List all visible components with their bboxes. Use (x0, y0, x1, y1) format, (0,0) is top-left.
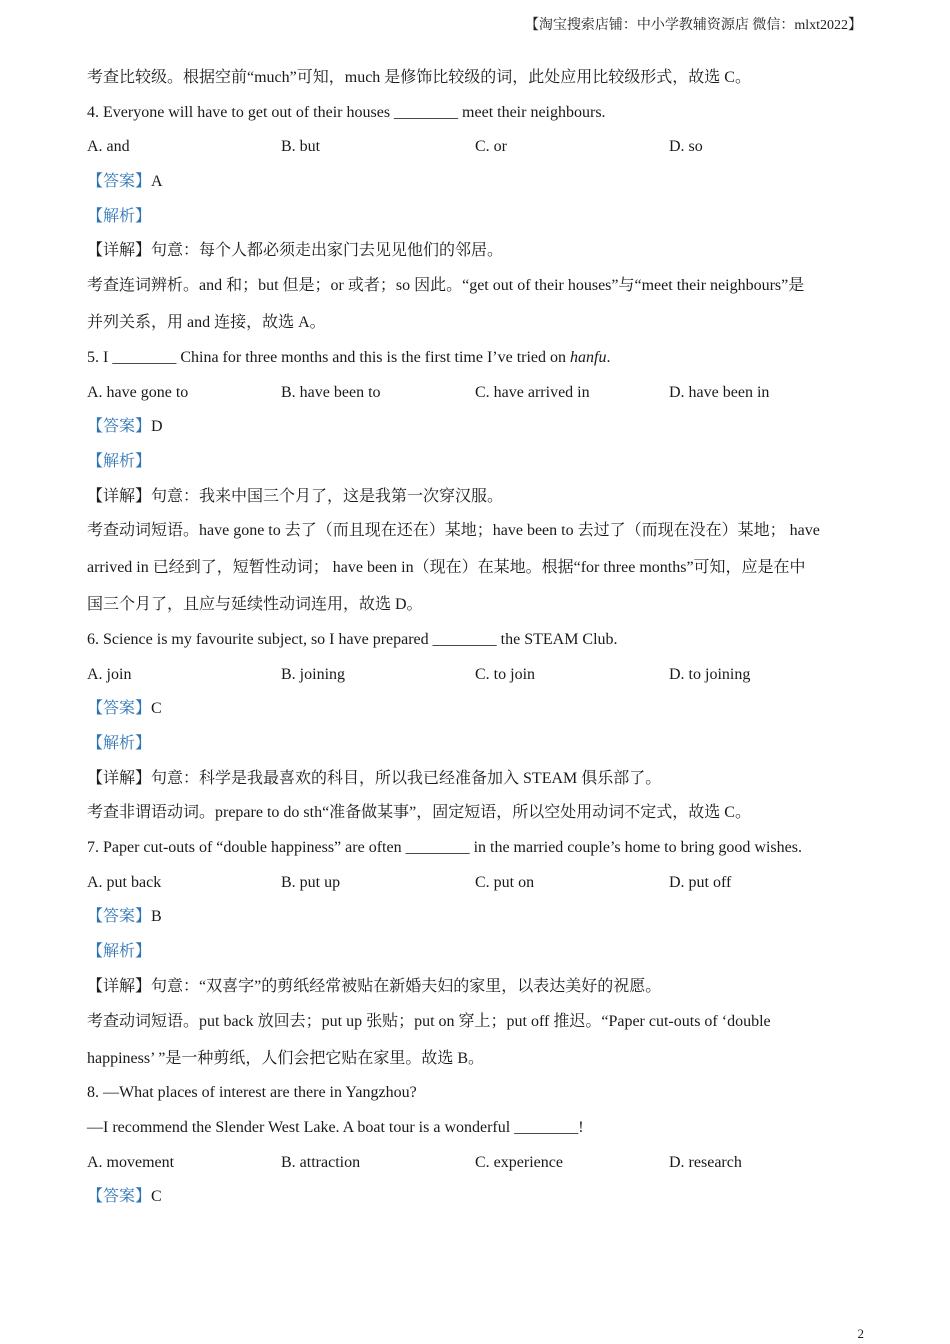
q8-stem-2: —I recommend the Slender West Lake. A boat tour is a wonderful ________! (87, 1118, 584, 1136)
q5-answer-value: D (151, 418, 163, 436)
q6-answer-value: C (151, 700, 162, 718)
q5-detail-text: 句意：我来中国三个月了，这是我第一次穿汉服。 (151, 487, 504, 505)
q4-options (87, 137, 867, 157)
q4-detail (87, 241, 867, 261)
q5-detail (87, 487, 867, 507)
q8-option-b: B. attraction (281, 1153, 361, 1171)
q5-options (87, 383, 867, 403)
analysis-label: 【解析】 (87, 207, 152, 225)
q7-analysis (87, 942, 867, 962)
q7-answer (87, 907, 867, 927)
q7-explain-1: 考查动词短语。put back 放回去；put up 张贴；put on 穿上；put off 推迟。“Paper cut-outs of ‘double (87, 1012, 771, 1030)
q5-analysis (87, 452, 867, 472)
analysis-label: 【解析】 (87, 735, 152, 752)
q7-detail (87, 977, 867, 997)
q6-detail (87, 769, 867, 789)
q4-explain-2: 并列关系，用 and 连接，故选 A。 (87, 314, 326, 332)
q6-option-d: D. to joining (669, 665, 751, 683)
q4-stem: 4. Everyone will have to get out of their houses ________ meet their neighbours. (87, 103, 606, 121)
answer-label: 【答案】 (87, 1188, 152, 1206)
q5-explain-1: 考查动词短语。have gone to 去了（而且现在还在）某地；have been to 去过了（而现在没在）某地； have (87, 522, 820, 540)
q7-options (87, 873, 867, 893)
page-header: 【淘宝搜索店铺：中小学教辅资源店 微信：mlxt2022】 (524, 18, 862, 33)
q6-detail-text: 句意：科学是我最喜欢的科目，所以我已经准备加入 STEAM 俱乐部了。 (151, 769, 662, 787)
page-number: 2 (857, 1326, 864, 1341)
q5-option-a: A. have gone to (87, 383, 189, 401)
q8-options (87, 1153, 867, 1173)
q6-option-a: A. join (87, 665, 132, 683)
q5-answer (87, 417, 867, 437)
answer-label: 【答案】 (87, 173, 152, 191)
q5-option-c: C. have arrived in (475, 383, 590, 401)
q7-stem: 7. Paper cut-outs of “double happiness” are often ________ in the married couple’s home to bring good wishes. (87, 839, 802, 857)
detail-label: 【详解】 (87, 487, 152, 505)
q5-stem-end: . (606, 348, 611, 366)
q5-explain-3: 国三个月了，且应与延续性动词连用，故选 D。 (87, 596, 423, 614)
q4-option-b: B. but (281, 138, 321, 156)
q4-analysis (87, 207, 867, 227)
q4-option-c: C. or (475, 138, 507, 156)
q6-option-b: B. joining (281, 665, 346, 683)
q5-stem-italic: hanfu (570, 348, 607, 366)
document-body (87, 68, 867, 1222)
q6-option-c: C. to join (475, 665, 536, 683)
q7-option-b: B. put up (281, 873, 341, 891)
q8-answer (87, 1187, 867, 1207)
detail-label: 【详解】 (87, 242, 152, 260)
q8-stem-1: 8. —What places of interest are there in Yangzhou? (87, 1084, 417, 1102)
q6-answer (87, 699, 867, 719)
q7-detail-text: 句意：“双喜字”的剪纸经常被贴在新婚夫妇的家里，以表达美好的祝愿。 (151, 977, 662, 995)
q5-explain-2: arrived in 已经到了，短暂性动词； have been in（现在）在某地。根据“for three months”可知，应是在中 (87, 559, 806, 577)
q4-option-d: D. so (669, 138, 703, 156)
q8-option-c: C. experience (475, 1153, 563, 1171)
q8-option-a: A. movement (87, 1153, 175, 1171)
analysis-label: 【解析】 (87, 943, 152, 961)
q5-stem (87, 348, 867, 368)
q7-option-a: A. put back (87, 873, 162, 891)
q8-option-d: D. research (669, 1153, 742, 1171)
q4-answer-value: A (151, 173, 163, 191)
answer-label: 【答案】 (87, 908, 152, 926)
q7-option-d: D. put off (669, 873, 732, 891)
q5-stem-text: 5. I ________ China for three months and this is the first time I’ve tried on (87, 348, 571, 366)
q5-option-d: D. have been in (669, 383, 770, 401)
analysis-label: 【解析】 (87, 452, 152, 470)
q6-explain-1: 考查非谓语动词。prepare to do sth“准备做某事”，固定短语，所以空处用动词不定式，故选 C。 (87, 804, 751, 822)
q4-detail-text: 句意：每个人都必须走出家门去见见他们的邻居。 (151, 242, 504, 260)
q4-explain-1: 考查连词辨析。and 和；but 但是；or 或者；so 因此。“get out of their houses”与“meet their neighbours”是 (87, 277, 805, 295)
answer-label: 【答案】 (87, 418, 152, 436)
q7-answer-value: B (151, 908, 162, 926)
q5-option-b: B. have been to (281, 383, 381, 401)
q4-answer (87, 172, 867, 192)
q7-explain-2: happiness’ ”是一种剪纸，人们会把它贴在家里。故选 B。 (87, 1049, 485, 1067)
q6-stem: 6. Science is my favourite subject, so I have prepared ________ the STEAM Club. (87, 630, 618, 648)
detail-label: 【详解】 (87, 977, 152, 995)
q3-explanation: 考查比较级。根据空前“much”可知，much 是修饰比较级的词，此处应用比较级形式，故选 C。 (87, 69, 751, 86)
q8-answer-value: C (151, 1188, 162, 1206)
q6-options (87, 665, 867, 685)
detail-label: 【详解】 (87, 769, 152, 787)
q4-option-a: A. and (87, 138, 130, 156)
answer-label: 【答案】 (87, 700, 152, 718)
q6-analysis (87, 734, 867, 754)
q7-option-c: C. put on (475, 873, 535, 891)
